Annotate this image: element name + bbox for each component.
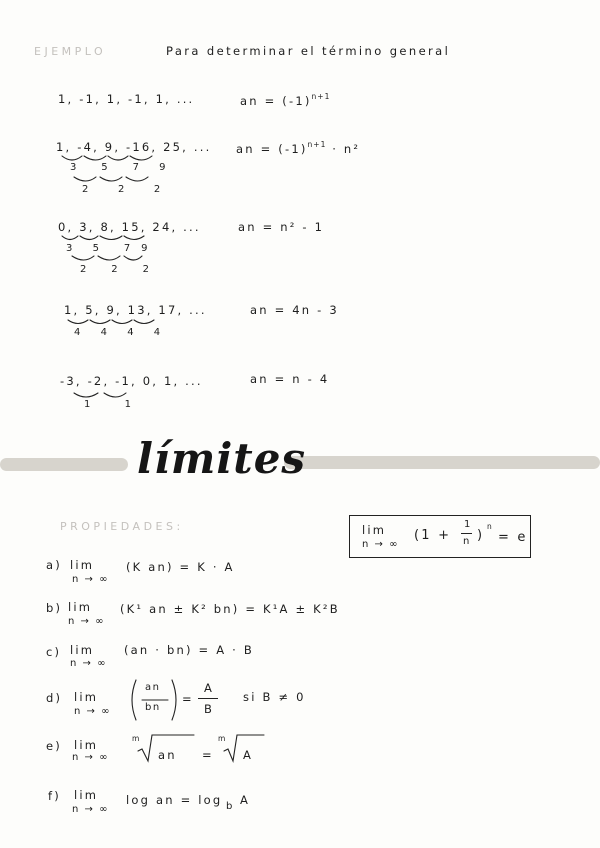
- box-exponent: n: [487, 522, 493, 531]
- box-frac-den: n: [463, 536, 471, 547]
- example-label: EJEMPLO: [34, 45, 107, 58]
- diffs-3-first: 3 5 7 9: [66, 243, 149, 254]
- sequence-4: 1, 5, 9, 13, 17, ...: [64, 303, 207, 317]
- prop-a-expr: (K an) = K · A: [126, 560, 235, 574]
- prop-d-cond: si B ≠ 0: [243, 690, 306, 704]
- box-expr-open: (1 +: [414, 528, 452, 543]
- box-expr-close: ): [477, 528, 485, 543]
- intro-text: Para determinar el término general: [166, 44, 451, 58]
- prop-e-root-arg: an: [158, 748, 177, 762]
- formula-3: an = n² - 1: [238, 220, 325, 234]
- sequence-5: -3, -2, -1, 0, 1, ...: [60, 374, 203, 388]
- sequence-1: 1, -1, 1, -1, 1, ...: [58, 92, 195, 106]
- prop-c-expr: (an · bn) = A · B: [124, 643, 254, 657]
- formula-2: an = $(-1)^{n+1} \cdot n^2$: [236, 140, 361, 156]
- prop-f-lim: lim: [74, 788, 99, 802]
- prop-b-lim: lim: [68, 600, 93, 614]
- box-frac-bar: [461, 533, 472, 534]
- prop-d-sub: n → ∞: [74, 706, 111, 717]
- title-band-right: [284, 456, 600, 469]
- section-title: límites: [137, 434, 307, 483]
- prop-d-den: bn: [145, 702, 161, 713]
- prop-d-rnum: A: [204, 681, 215, 695]
- formula-5: an = n - 4: [250, 372, 330, 386]
- properties-heading: PROPIEDADES:: [60, 520, 184, 533]
- diffs-2-first: 3 5 7 9: [70, 162, 168, 173]
- prop-f-label: f): [48, 789, 61, 803]
- diffs-4: 4 4 4 4: [74, 327, 162, 338]
- formula-4: an = 4n - 3: [250, 303, 339, 317]
- prop-f-base: b: [226, 801, 234, 812]
- diffs-2-second: 2 2 2: [82, 184, 162, 195]
- diffs-3-second: 2 2 2: [80, 264, 151, 275]
- box-lim-sub: n → ∞: [362, 539, 399, 550]
- prop-e-lim: lim: [74, 738, 99, 752]
- prop-f-tail: A: [240, 793, 251, 807]
- sequence-3: 0, 3, 8, 15, 24, ...: [58, 220, 201, 234]
- prop-d-eq: =: [182, 692, 194, 706]
- prop-d-label: d): [46, 691, 63, 705]
- prop-b-sub: n → ∞: [68, 616, 105, 627]
- prop-d-rden: B: [204, 702, 215, 716]
- prop-e-root-arg-2: A: [243, 748, 254, 762]
- formula-1: an = $(-1)^{n+1}$: [240, 92, 331, 108]
- prop-e-eq: =: [202, 748, 214, 762]
- title-band-left: [0, 458, 128, 471]
- prop-e-root-index-2: m: [218, 734, 227, 743]
- sequence-2: 1, -4, 9, -16, 25, ...: [56, 140, 212, 154]
- box-lim: lim: [362, 523, 387, 537]
- prop-e-label: e): [46, 739, 62, 753]
- prop-c-label: c): [46, 645, 62, 659]
- prop-f-expr: log an = log: [126, 793, 223, 807]
- prop-d-fraction-bar: [198, 698, 218, 699]
- prop-f-sub: n → ∞: [72, 804, 109, 815]
- prop-b-label: b): [46, 601, 63, 615]
- prop-b-expr: (K¹ an ± K² bn) = K¹A ± K²B: [120, 602, 340, 616]
- box-frac-num: 1: [464, 519, 472, 530]
- prop-c-lim: lim: [70, 643, 95, 657]
- prop-c-sub: n → ∞: [70, 658, 107, 669]
- e-definition-box: [349, 515, 531, 558]
- prop-d-num: an: [145, 682, 161, 693]
- prop-e-sub: n → ∞: [72, 752, 109, 763]
- prop-a-label: a): [46, 558, 62, 572]
- diffs-5: 1 1: [84, 399, 133, 410]
- box-result: = e: [498, 530, 528, 545]
- prop-a-lim: lim: [70, 558, 95, 572]
- prop-e-root-index: m: [132, 734, 141, 743]
- prop-a-sub: n → ∞: [72, 574, 109, 585]
- prop-d-lim: lim: [74, 690, 99, 704]
